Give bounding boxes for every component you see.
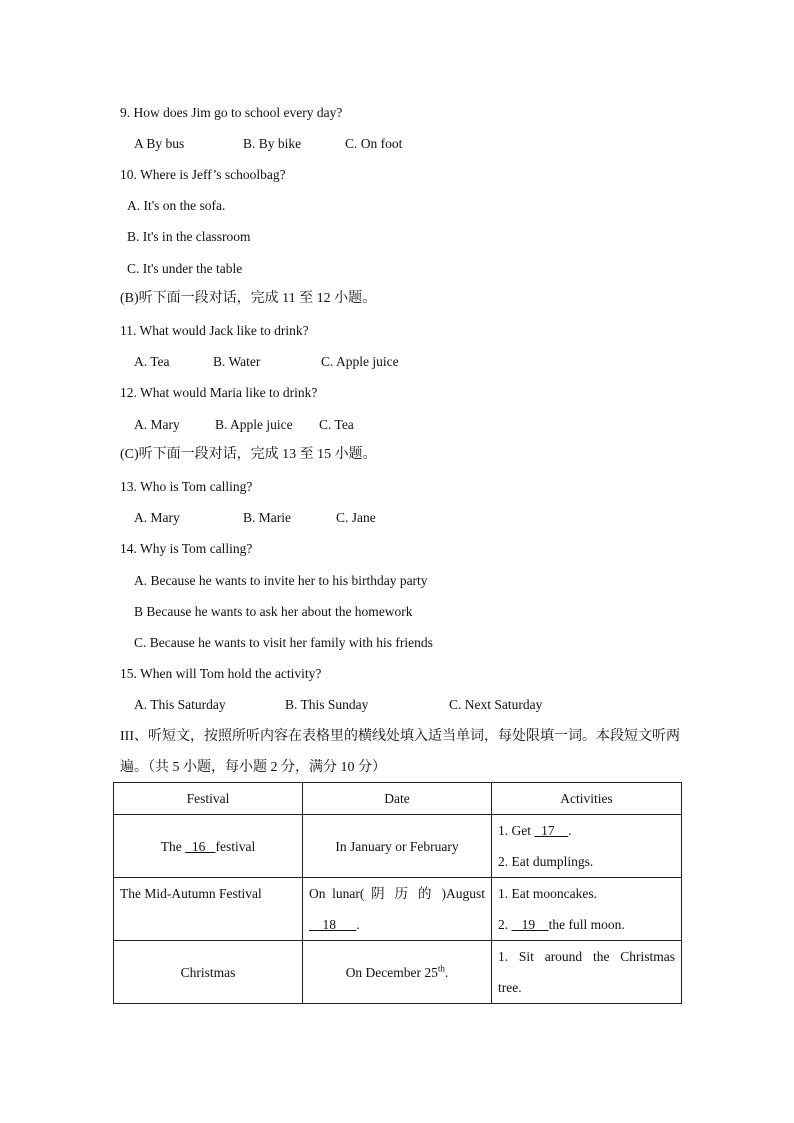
q14-stem: 14. Why is Tom calling? — [120, 541, 253, 556]
table-row — [114, 941, 682, 1004]
activity-text: 1. Get — [498, 823, 535, 838]
q10-option-c: C. It's under the table — [127, 261, 243, 276]
q9-stem: 9. How does Jim go to school every day? — [120, 105, 343, 120]
q11-option-a: A. Tea — [134, 354, 170, 369]
q13-option-c: C. Jane — [336, 510, 376, 525]
q15-stem: 15. When will Tom hold the activity? — [120, 666, 322, 681]
q14-option-b: B Because he wants to ask her about the homework — [134, 604, 413, 619]
activities-cell — [492, 878, 682, 941]
festival-cell — [114, 815, 303, 878]
q12-option-b: B. Apple juice — [215, 417, 293, 432]
q12-stem: 12. What would Maria like to drink? — [120, 385, 318, 400]
q11-option-b: B. Water — [213, 354, 261, 369]
q15-option-a: A. This Saturday — [134, 697, 226, 712]
section-c-heading: (C)听下面一段对话，完成 13 至 15 小题。 — [120, 447, 377, 462]
q11-stem: 11. What would Jack like to drink? — [120, 323, 309, 338]
activity-item: 1. Sit around the Christmas — [498, 949, 675, 964]
q9-option-c: C. On foot — [345, 136, 403, 151]
header-festival: Festival — [114, 783, 303, 815]
activity-item: tree. — [498, 980, 522, 995]
part3-instructions-line1: III、听短文，按照所听内容在表格里的横线处填入适当单词，每处限填一词。本段短文听两 — [120, 729, 680, 744]
header-activities: Activities — [492, 783, 682, 815]
q12-option-a: A. Mary — [134, 417, 180, 432]
activities-cell — [492, 815, 682, 878]
q12-option-c: C. Tea — [319, 417, 354, 432]
header-date: Date — [303, 783, 492, 815]
festival-text: The — [160, 838, 186, 854]
date-text: On December 25 — [345, 964, 438, 980]
q15-option-b: B. This Sunday — [285, 697, 369, 712]
date-cell — [303, 941, 492, 1004]
festival-text: festival — [215, 838, 256, 854]
q9-option-a: A By bus — [134, 136, 185, 151]
activity-item: 1. Eat mooncakes. — [498, 886, 597, 901]
activities-cell — [492, 941, 682, 1004]
activity-item — [498, 815, 675, 846]
blank-18: 18 — [309, 917, 357, 932]
date-superscript: th — [437, 963, 445, 973]
q10-option-a: A. It's on the sofa. — [127, 198, 226, 213]
part3-instructions-line2: 遍。（共 5 小题，每小题 2 分，满分 10 分） — [120, 760, 386, 775]
q14-option-a: A. Because he wants to invite her to his birthday party — [134, 573, 428, 588]
table-header-row — [114, 783, 682, 815]
activity-text: . — [568, 823, 572, 838]
blank-16: 16 — [185, 838, 216, 854]
festival-cell: Christmas — [114, 941, 303, 1004]
date-line: On lunar( 阴 历 的 )August — [309, 886, 485, 901]
activity-item — [498, 909, 675, 940]
q9-option-b: B. By bike — [243, 136, 302, 151]
q10-stem: 10. Where is Jeff’s schoolbag? — [120, 167, 286, 182]
activity-text: 2. — [498, 917, 512, 932]
date-text: . — [444, 964, 449, 980]
festival-cell: The Mid-Autumn Festival — [114, 878, 303, 941]
q13-stem: 13. Who is Tom calling? — [120, 479, 253, 494]
section-b-heading: (B)听下面一段对话，完成 11 至 12 小题。 — [120, 291, 377, 306]
date-cell — [303, 878, 492, 941]
blank-17: 17 — [534, 823, 569, 838]
festival-table — [113, 782, 682, 1004]
date-text: . — [356, 917, 360, 932]
q14-option-c: C. Because he wants to visit her family with his friends — [134, 635, 433, 650]
table-row — [114, 815, 682, 878]
q13-option-a: A. Mary — [134, 510, 180, 525]
activity-item: 2. Eat dumplings. — [498, 854, 594, 869]
blank-19: 19 — [511, 917, 549, 932]
q11-option-c: C. Apple juice — [321, 354, 399, 369]
date-cell: In January or February — [303, 815, 492, 878]
q13-option-b: B. Marie — [243, 510, 291, 525]
q15-option-c: C. Next Saturday — [449, 697, 543, 712]
table-row — [114, 878, 682, 941]
activity-text: the full moon. — [548, 917, 625, 932]
date-line — [309, 909, 485, 940]
q10-option-b: B. It's in the classroom — [127, 229, 251, 244]
